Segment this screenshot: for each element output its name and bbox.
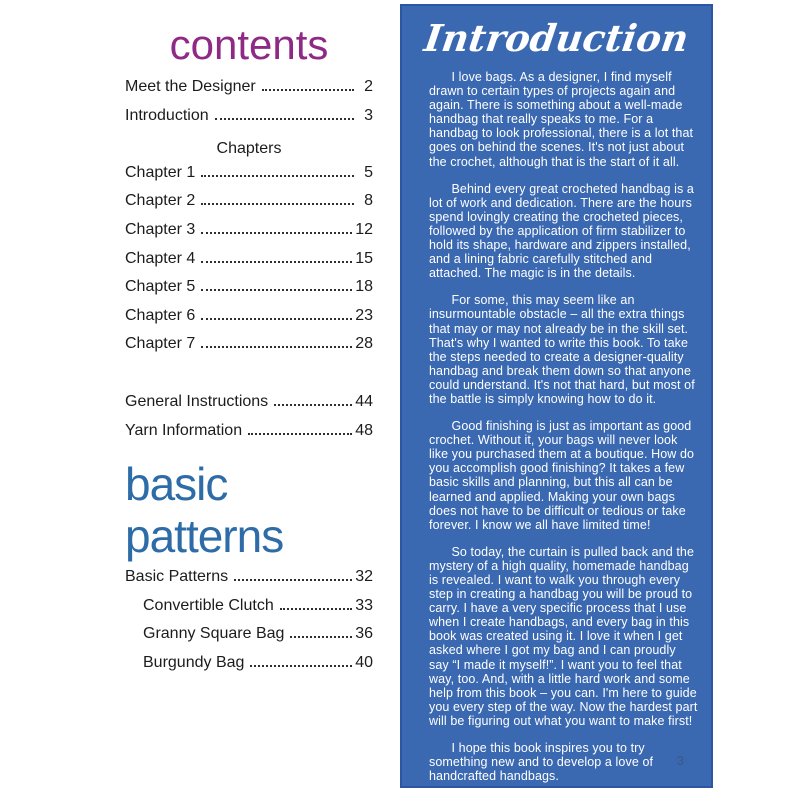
toc-entry-label: Chapter 6 (125, 306, 196, 324)
intro-paragraph: So today, the curtain is pulled back and the mystery of a high quality, homemade handbag is revealed. I want to walk you through every step in creating a handbag you will be proud to carry. I have a very specific process that I use when I create handbags, and every bag in this book was created using it. I love it when I get asked where I got my bag and I can proudly say “I made it myself!”. I want you to feel that way, too. And, with a little hard work and some help from this book – you can. I'm here to guide you every step of the way. Now the hardest part will be figuring out what you want to make first! (429, 544, 698, 728)
toc-entry-page: 44 (355, 392, 373, 410)
dot-leader (262, 89, 354, 91)
toc-pattern-list (125, 568, 373, 682)
toc-entry (125, 221, 373, 250)
dot-leader (201, 318, 352, 320)
introduction-page (400, 4, 713, 788)
dot-leader (250, 665, 352, 667)
toc-entry (125, 625, 373, 654)
toc-entry (125, 597, 373, 626)
contents-page (125, 22, 373, 683)
introduction-title: Introduction (421, 16, 692, 60)
dot-leader (201, 346, 352, 348)
toc-entry-page: 40 (355, 653, 373, 671)
dot-leader (201, 203, 354, 205)
dot-leader (201, 261, 352, 263)
toc-entry (125, 107, 373, 136)
toc-entry-page: 18 (355, 278, 373, 296)
toc-entry-page: 23 (355, 306, 373, 324)
basic-patterns-title: basic patterns (125, 458, 284, 563)
toc-entry-label: Chapter 2 (125, 192, 196, 210)
toc-entry-page: 5 (364, 163, 373, 181)
toc-entry (125, 278, 373, 307)
toc-entry (125, 164, 373, 193)
toc-entry-page: 48 (355, 421, 373, 439)
toc-entry (125, 78, 373, 107)
dot-leader (201, 232, 352, 234)
dot-leader (280, 608, 352, 610)
toc-entry-label: Chapter 7 (125, 335, 196, 353)
toc-entry (125, 568, 373, 597)
intro-paragraph: Good finishing is just as important as good crochet. Without it, your bags will never look like you purchased them at a boutique. How do you accomplish good finishing? It takes a few basic skills and planning, but this all can be learned and applied. Making your own bags does not have to be difficult or tedious or take forever. I know we all have limited time! (429, 419, 695, 532)
toc-entry-label: Burgundy Bag (143, 653, 245, 671)
toc-entry (125, 250, 373, 279)
toc-entry (125, 393, 373, 422)
toc-entry-page: 15 (355, 249, 373, 267)
toc-entry-page: 12 (355, 220, 373, 238)
toc-entry-label: Chapter 4 (125, 249, 196, 267)
introduction-body (402, 64, 711, 783)
intro-paragraph: Behind every great crocheted handbag is a lot of work and dedication. There are the hours spend lovingly creating the crocheted pieces, followed by the application of firm stabilizer to hold its shape, hardware and zippers installed, and a lining fabric carefully stitched and attached. The magic is in the details. (429, 181, 694, 281)
intro-paragraph: For some, this may seem like an insurmountable obstacle – all the extra things that may or may not already be in the skill set. That's why I wanted to write this book. To take the steps needed to create a designer-quality handbag and break them down so that anyone could understand. It's not that hard, but most of the battle is simply knowing how to do it. (429, 293, 695, 406)
toc-entry-page: 2 (364, 78, 373, 95)
toc-entry-label: Chapter 1 (125, 163, 196, 181)
toc-entry (125, 307, 373, 336)
dot-leader (234, 579, 352, 581)
toc-entry-label: General Instructions (125, 392, 269, 410)
toc-entry-label: Basic Patterns (125, 568, 229, 586)
toc-entry-label: Yarn Information (125, 421, 243, 439)
toc-chapter-list (125, 164, 373, 364)
toc-entry-label: Convertible Clutch (143, 596, 274, 614)
dot-leader (201, 175, 354, 177)
dot-leader (201, 289, 352, 291)
intro-paragraph: I hope this book inspires you to try something new and to develop a love of handcrafted handbags. (429, 741, 654, 784)
toc-entry-label: Chapter 3 (125, 220, 196, 238)
dot-leader (248, 433, 352, 435)
toc-entry-label: Chapter 5 (125, 278, 196, 296)
toc-entry-page: 8 (364, 192, 373, 210)
page-number: 3 (676, 753, 684, 768)
dot-leader (215, 118, 354, 120)
toc-entry (125, 192, 373, 221)
toc-entry (125, 422, 373, 451)
toc-entry (125, 654, 373, 683)
toc-entry-label: Meet the Designer (125, 78, 256, 95)
toc-entry-label: Granny Square Bag (143, 625, 285, 643)
toc-entry-page: 3 (364, 106, 373, 124)
toc-entry-page: 36 (355, 625, 373, 643)
contents-title: contents (169, 21, 329, 68)
toc-entry-page: 28 (355, 335, 373, 353)
dot-leader (290, 636, 352, 638)
toc-back-list (125, 393, 373, 450)
toc-entry (125, 335, 373, 364)
toc-entry-label: Introduction (125, 106, 209, 124)
intro-paragraph: I love bags. As a designer, I find myself drawn to certain types of projects again and again. There is something about a well-made handbag that really speaks to me. For a handbag to look professional, there is a lot that goes on behind the scenes. It's not just about the crochet, although that is the start of it all. (429, 70, 694, 169)
dot-leader (274, 404, 352, 406)
toc-front-list (125, 78, 373, 135)
toc-entry-page: 33 (355, 596, 373, 614)
toc-entry-page: 32 (355, 568, 373, 586)
chapters-heading: Chapters (216, 140, 282, 158)
